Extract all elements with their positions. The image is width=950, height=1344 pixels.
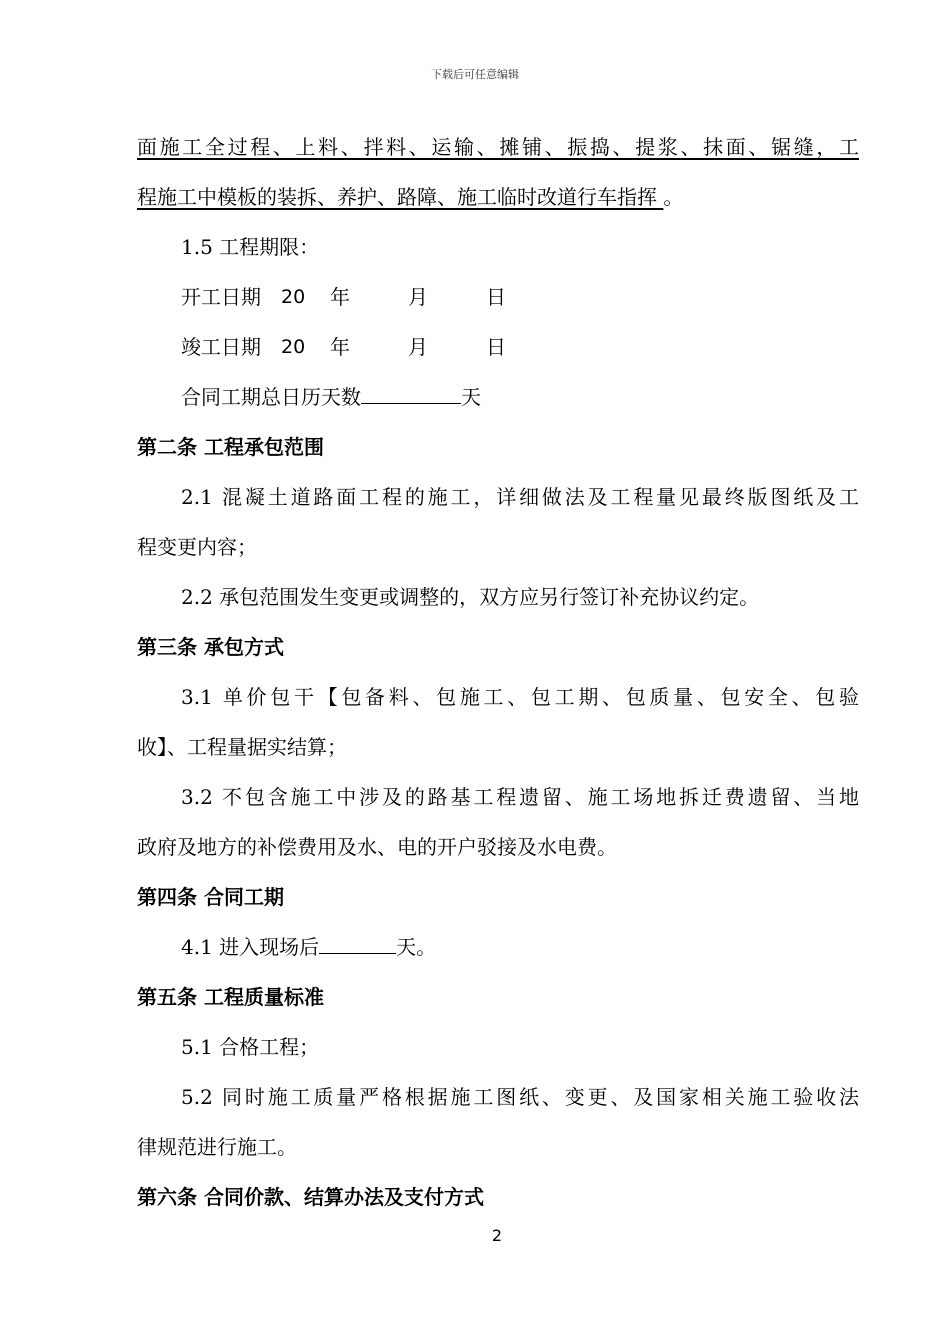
clause-line: 2.2 承包范围发生变更或调整的，双方应另行签订补充协议约定。	[181, 585, 760, 609]
total-days-unit: 天	[461, 385, 481, 409]
month-label: 月	[408, 335, 428, 359]
fill-in-blank	[319, 933, 396, 954]
year-label: 年	[330, 285, 350, 309]
fill-in-blank	[361, 383, 461, 404]
para-line: 面施工全过程、上料、拌料、运输、摊铺、振捣、提浆、抹面、锯缝，工	[137, 135, 859, 159]
clause-text: 4.1 进入现场后	[181, 935, 320, 959]
year-prefix: 20	[281, 336, 306, 358]
clause-line: 2.1 混凝土道路面工程的施工，详细做法及工程量见最终版图纸及工	[181, 485, 859, 509]
year-prefix: 20	[281, 286, 306, 308]
article-heading: 第五条 工程质量标准	[137, 985, 324, 1009]
clause-line: 收】、工程量据实结算；	[137, 735, 347, 759]
total-days-label: 合同工期总日历天数	[181, 385, 361, 409]
clause-line: 3.1 单价包干【包备料、包施工、包工期、包质量、包安全、包验	[181, 685, 859, 709]
clause-line: 政府及地方的补偿费用及水、电的开户驳接及水电费。	[137, 835, 617, 859]
article-heading: 第六条 合同价款、结算办法及支付方式	[137, 1185, 484, 1209]
month-label: 月	[408, 285, 428, 309]
para-line	[137, 183, 683, 211]
article-heading: 第二条 工程承包范围	[137, 435, 324, 459]
year-label: 年	[330, 335, 350, 359]
clause-line: 5.1 合格工程；	[181, 1035, 320, 1059]
clause-line: 5.2 同时施工质量严格根据施工图纸、变更、及国家相关施工验收法	[181, 1085, 859, 1109]
day-label: 日	[486, 285, 506, 309]
end-date-row	[181, 333, 581, 361]
clause-line	[181, 933, 436, 961]
start-date-label: 开工日期	[181, 285, 261, 309]
para-end: 。	[663, 185, 684, 209]
start-date-row	[181, 283, 581, 311]
page-header: 下载后可任意编辑	[431, 68, 519, 81]
clause-text: 天。	[396, 935, 437, 959]
article-heading: 第四条 合同工期	[137, 885, 284, 909]
underlined-text: 程施工中模板的装拆、养护、路障、施工临时改道行车指挥	[137, 185, 657, 209]
end-date-label: 竣工日期	[181, 335, 261, 359]
article-heading: 第三条 承包方式	[137, 635, 284, 659]
clause-line: 3.2 不包含施工中涉及的路基工程遗留、施工场地拆迁费遗留、当地	[181, 785, 859, 809]
clause-title: 1.5 工程期限：	[181, 235, 320, 259]
day-label: 日	[486, 335, 506, 359]
total-days-row	[181, 383, 481, 411]
clause-line: 程变更内容；	[137, 535, 257, 559]
page-number: 2	[491, 1226, 503, 1245]
clause-line: 律规范进行施工。	[137, 1135, 297, 1159]
